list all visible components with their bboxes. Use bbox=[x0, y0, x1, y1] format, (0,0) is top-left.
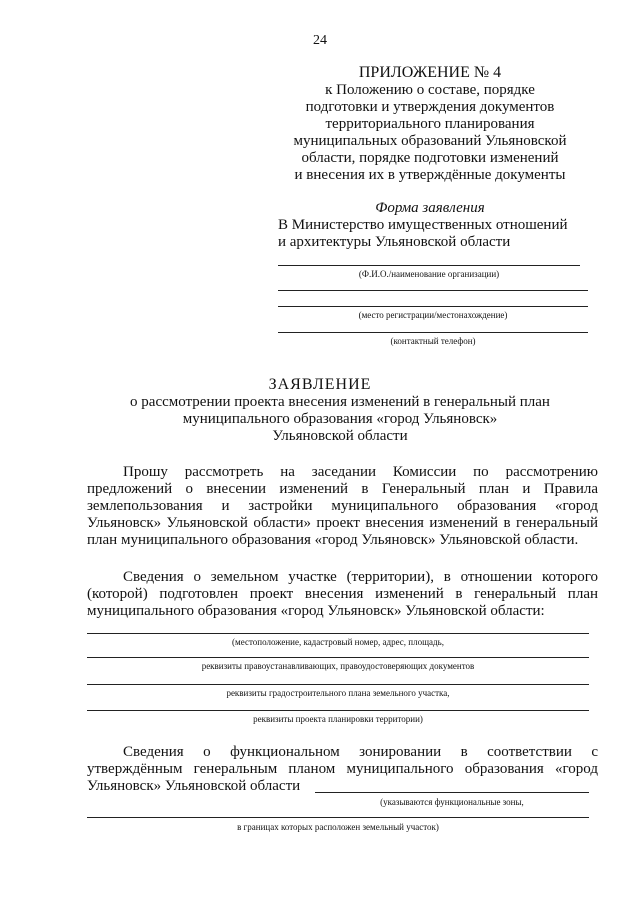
land-caption: реквизиты правоустанавливающих, правоудостоверяющих документов bbox=[201, 661, 475, 671]
land-field-line bbox=[87, 633, 589, 634]
land-field-line bbox=[87, 710, 589, 711]
paragraph-line: предложений о внесении изменений в Генеральный план и Правила bbox=[87, 481, 598, 497]
form-label: Форма заявления bbox=[375, 200, 485, 216]
zone-caption: в границах которых расположен земельный участок) bbox=[237, 822, 439, 832]
paragraph-zoning bbox=[87, 744, 598, 795]
applicant-phone-caption: (контактный телефон) bbox=[390, 336, 476, 346]
paragraph-line: утверждённым генеральным планом муниципального образования «город bbox=[87, 761, 598, 777]
appendix-line: и внесения их в утверждённые документы bbox=[294, 167, 566, 183]
statement-subtitle bbox=[80, 394, 600, 445]
appendix-block bbox=[262, 63, 598, 184]
applicant-phone-line bbox=[278, 332, 588, 333]
subtitle-line: о рассмотрении проекта внесения изменений в генеральный план bbox=[130, 394, 550, 410]
paragraph-land bbox=[87, 569, 598, 620]
land-caption: реквизиты проекта планировки территории) bbox=[253, 714, 423, 724]
applicant-name-line bbox=[278, 265, 580, 266]
applicant-address-line bbox=[278, 306, 588, 307]
addressee-line: В Министерство имущественных отношений bbox=[278, 217, 568, 233]
paragraph-line: землепользования и застройки муниципального образования «город bbox=[87, 498, 598, 514]
paragraph-line: план муниципального образования «город Ульяновск» Ульяновской области. bbox=[87, 532, 579, 548]
zone-field-line bbox=[315, 792, 589, 793]
appendix-line: территориального планирования bbox=[325, 116, 535, 132]
subtitle-line: муниципального образования «город Ульяновск» bbox=[182, 411, 498, 427]
paragraph-line: муниципального образования «город Ульяновск» Ульяновской области: bbox=[87, 603, 545, 619]
applicant-address-line bbox=[278, 290, 588, 291]
applicant-address-caption: (место регистрации/местонахождение) bbox=[358, 310, 508, 320]
land-caption: (местоположение, кадастровый номер, адрес, площадь, bbox=[232, 637, 444, 647]
addressee-line: и архитектуры Ульяновской области bbox=[278, 234, 511, 250]
applicant-name-caption: (Ф.И.О./наименование организации) bbox=[358, 269, 500, 279]
paragraph-request bbox=[87, 464, 598, 549]
addressee bbox=[278, 217, 568, 251]
statement-title: ЗАЯВЛЕНИЕ bbox=[268, 376, 372, 393]
appendix-line: подготовки и утверждения документов bbox=[305, 99, 555, 115]
subtitle-line: Ульяновской области bbox=[272, 428, 408, 444]
appendix-line: области, порядке подготовки изменений bbox=[301, 150, 559, 166]
land-field-line bbox=[87, 684, 589, 685]
paragraph-line: (которой) подготовлен проект внесения изменений в генеральный план bbox=[87, 586, 598, 602]
appendix-line: к Положению о составе, порядке bbox=[325, 82, 535, 98]
appendix-line: муниципальных образований Ульяновской bbox=[293, 133, 567, 149]
paragraph-line: Ульяновск» Ульяновской области bbox=[87, 778, 301, 794]
land-caption: реквизиты градостроительного плана земельного участка, bbox=[226, 688, 450, 698]
page-number: 24 bbox=[313, 33, 327, 48]
appendix-title: ПРИЛОЖЕНИЕ № 4 bbox=[358, 64, 502, 81]
zone-caption: (указываются функциональные зоны, bbox=[380, 797, 524, 807]
zone-field-line bbox=[87, 817, 589, 818]
land-field-line bbox=[87, 657, 589, 658]
paragraph-line: Прошу рассмотреть на заседании Комиссии по рассмотрению bbox=[123, 464, 598, 480]
paragraph-line: Сведения о земельном участке (территории), в отношении которого bbox=[123, 569, 598, 585]
paragraph-line: Ульяновск» Ульяновской области» проект внесения изменений в генеральный bbox=[87, 515, 598, 531]
paragraph-line: Сведения о функциональном зонировании в соответствии с bbox=[123, 744, 598, 760]
